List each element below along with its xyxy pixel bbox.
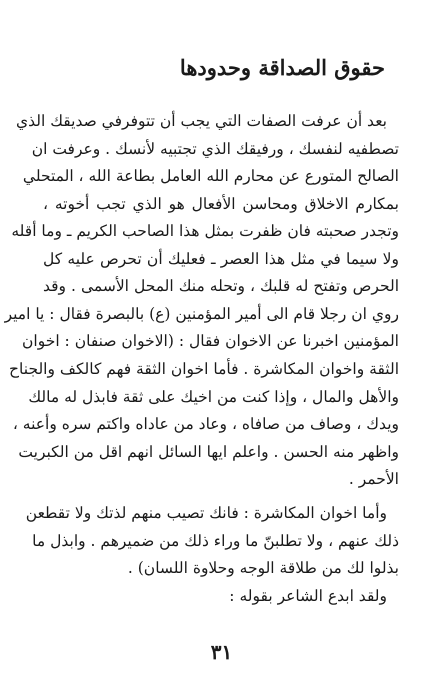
section-heading: حقوق الصداقة وحدودها: [179, 55, 385, 80]
text-line: الأحمر .: [348, 470, 399, 488]
text-line: المؤمنين اخبرنا عن الاخوان فقال : (الاخوان صنفان : اخوان: [22, 332, 399, 350]
text-line: الثقة واخوان المكاشرة . فأما اخوان الثقة فهم كالكف والجناح: [9, 360, 399, 378]
text-line: واظهر منه الحسن . واعلم ايها السائل انهم اقل من الكبريت: [18, 443, 399, 461]
text-line: والأهل والمال ، وإذا كنت من اخيك على ثقة فابذل له مالك: [28, 388, 399, 406]
text-line: بمكارم الاخلاق ومحاسن الأفعال هو الذي تجب أخوته ،: [43, 195, 399, 213]
text-line: ويدك ، وصاف من صافاه ، وعاد من عاداه واكتم سره وأعنه ،: [12, 415, 399, 433]
text-line: ولا سيما في مثل هذا العصر ـ فعليك أن تحرص عليه كل: [43, 250, 399, 268]
page-number: ٣١: [210, 640, 233, 664]
text-line: بعد أن عرفت الصفات التي يجب أن تتوفرفي صديقك الذي: [16, 112, 387, 130]
text-line: روي ان رجلا قام الى أمير المؤمنين (ع) بالبصرة فقال : يا امير: [4, 305, 399, 323]
text-line: بذلوا لك من طلاقة الوجه وحلاوة اللسان) .: [127, 559, 399, 577]
text-line: الحرص وتفتح له قلبك ، وتحله منك المحل الأسمى . وقد: [43, 277, 399, 295]
text-line: ولقد ابدع الشاعر بقوله :: [229, 587, 387, 605]
text-line: الصالح المتورع عن محارم الله العامل بطاعة الله ، المتحلي: [22, 167, 399, 185]
text-line: وأما اخوان المكاشرة : فانك تصيب منهم لذتك ولا تقطعن: [25, 504, 387, 522]
text-line: وتجدر صحبته فان ظفرت بمثل هذا الصاحب الكريم ـ وما أقله: [11, 222, 399, 240]
text-line: ذلك عنهم ، ولا تطلبنّ ما وراء ذلك من ضميرهم . وابذل ما: [32, 532, 399, 550]
text-line: تصطفيه لنفسك ، ورفيقك الذي تجتبيه لأنسك . وعرفت ان: [31, 140, 399, 158]
